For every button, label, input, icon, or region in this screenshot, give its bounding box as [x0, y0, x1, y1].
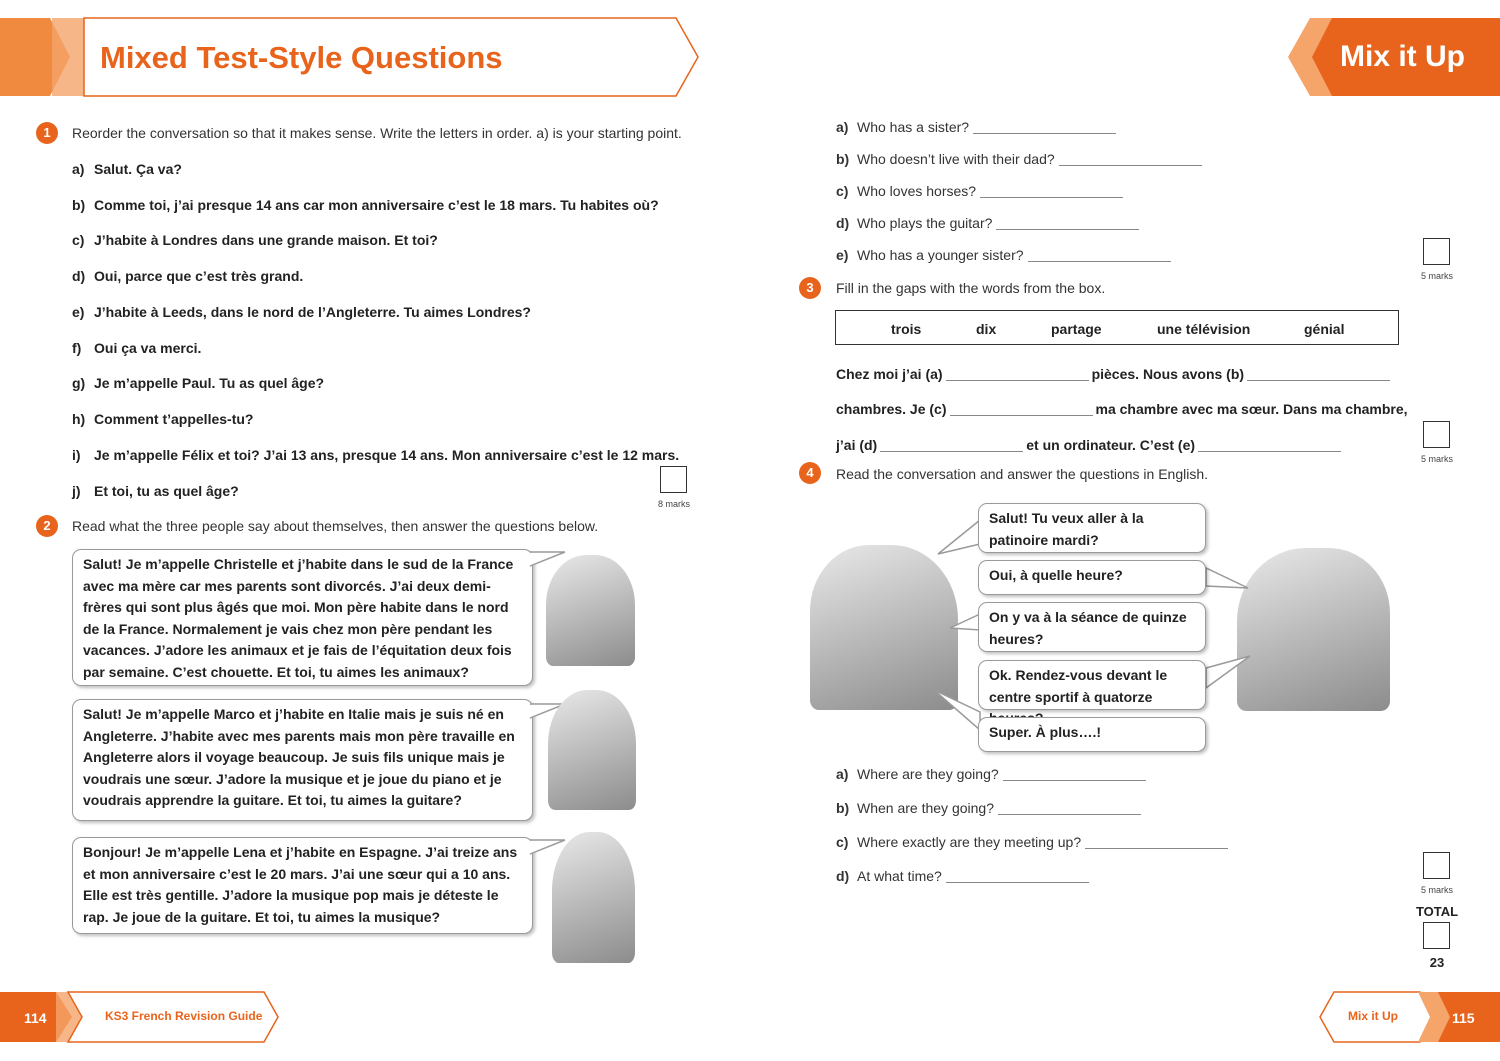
section-title: Mix it Up: [1340, 40, 1465, 73]
word-box: [835, 310, 1399, 345]
q1-option-d: d) Oui, parce que c’est très grand.: [72, 268, 304, 284]
question-number-1: 1: [36, 122, 58, 144]
conversation-bubble-1: Salut! Tu veux aller à la patinoire mardi?: [978, 503, 1206, 553]
q1-marks-box[interactable]: [660, 466, 687, 493]
q2-marks-label: 5 marks: [1420, 271, 1453, 281]
gap-a-line[interactable]: [946, 379, 1089, 381]
q4-question-a: a) Where are they going?: [836, 766, 1146, 782]
footer-book-title: KS3 French Revision Guide: [105, 1009, 263, 1023]
answer-line[interactable]: [1028, 260, 1171, 262]
answer-line[interactable]: [946, 881, 1089, 883]
q2-question-a: a) Who has a sister?: [836, 119, 1116, 135]
conversation-bubble-5: Super. À plus….!: [978, 717, 1206, 752]
q1-option-c: c) J’habite à Londres dans une grande maison. Et toi?: [72, 232, 438, 248]
q4-marks-box[interactable]: [1423, 852, 1450, 879]
answer-line[interactable]: [996, 228, 1139, 230]
speech-bubble-christelle: Salut! Je m’appelle Christelle et j’habite dans le sud de la France avec ma mère car mes parents sont divorcés. J’ai deux demi-frères qui sont plus âgés que moi. Mon père habite dans le nord de la France. Normalement je vais chez mon père pendant les vacances. J’adore les animaux et je fais de l’équitation deux fois par semaine. C’est chouette. Et toi, tu aimes les animaux?: [72, 549, 533, 686]
word-box-item: une télévision: [1157, 321, 1251, 337]
page-number-right: 115: [1452, 1010, 1475, 1026]
question-number-3: 3: [799, 277, 821, 299]
answer-line[interactable]: [973, 132, 1116, 134]
question-number-2: 2: [36, 515, 58, 537]
q2-instruction: Read what the three people say about themselves, then answer the questions below.: [72, 518, 599, 534]
gap-e-line[interactable]: [1198, 450, 1341, 452]
answer-line[interactable]: [1059, 164, 1202, 166]
q1-option-e: e) J’habite à Leeds, dans le nord de l’Angleterre. Tu aimes Londres?: [72, 304, 531, 320]
page-number-left: 114: [24, 1010, 47, 1026]
answer-line[interactable]: [980, 196, 1123, 198]
q1-instruction: Reorder the conversation so that it makes sense. Write the letters in order. a) is your starting point.: [72, 125, 682, 141]
answer-line[interactable]: [1085, 847, 1228, 849]
q2-question-b: b) Who doesn’t live with their dad?: [836, 151, 1202, 167]
q1-option-a: a) Salut. Ça va?: [72, 161, 182, 177]
q1-option-b: b) Comme toi, j’ai presque 14 ans car mon anniversaire c’est le 18 mars. Tu habites où?: [72, 197, 659, 213]
page-title: Mixed Test-Style Questions: [100, 40, 503, 75]
word-box-item: trois: [891, 321, 922, 337]
photo-marco: [548, 690, 636, 810]
total-value: 23: [1429, 955, 1445, 970]
conversation-bubble-4: Ok. Rendez-vous devant le centre sportif à quatorze: [978, 660, 1206, 710]
q3-gap-line-1: Chez moi j’ai (a) pièces. Nous avons (b): [836, 366, 1393, 382]
q4-question-d: d) At what time?: [836, 868, 1089, 884]
q4-marks-label: 5 marks: [1420, 885, 1453, 895]
q4-instruction: Read the conversation and answer the questions in English.: [836, 466, 1209, 482]
conversation-bubble-3: On y va à la séance de quinze heures?: [978, 602, 1206, 652]
total-marks-box[interactable]: [1423, 922, 1450, 949]
q1-option-i: i) Je m’appelle Félix et toi? J’ai 13 ans, presque 14 ans. Mon anniversaire c’est le 12 mars.: [72, 447, 680, 463]
q3-marks-label: 5 marks: [1420, 454, 1453, 464]
gap-d-line[interactable]: [880, 450, 1023, 452]
q1-option-g: g) Je m’appelle Paul. Tu as quel âge?: [72, 375, 325, 391]
q3-marks-box[interactable]: [1423, 421, 1450, 448]
q2-marks-box[interactable]: [1423, 238, 1450, 265]
q2-question-e: e) Who has a younger sister?: [836, 247, 1171, 263]
speech-bubble-lena: Bonjour! Je m’appelle Lena et j’habite en Espagne. J’ai treize ans et mon anniversaire c’est le 20 mars. J’ai une sœur qui a 10 ans. Elle est très gentille. J’adore la musique pop mais je déteste le rap. Je joue de la guitare. Et toi, tu aimes la musique?: [72, 837, 533, 934]
answer-line[interactable]: [998, 813, 1141, 815]
word-box-item: partage: [1051, 321, 1102, 337]
gap-b-line[interactable]: [1247, 379, 1390, 381]
answer-line[interactable]: [1003, 779, 1146, 781]
word-box-item: dix: [976, 321, 997, 337]
question-number-4: 4: [799, 462, 821, 484]
speech-bubble-marco: Salut! Je m’appelle Marco et j’habite en Italie mais je suis né en Angleterre. J’habite avec mes parents mais mon père travaille en Angleterre alors il voyage beaucoup. Je suis fils unique mais je voudrais une sœur. J’adore la musique et je joue du piano et je voudrais apprendre la guitare. Et toi, tu aimes la guitare?: [72, 699, 533, 821]
q4-question-b: b) When are they going?: [836, 800, 1141, 816]
q3-gap-line-2: chambres. Je (c) ma chambre avec ma sœur. Dans ma chambre,: [836, 401, 1408, 417]
q1-option-j: j) Et toi, tu as quel âge?: [72, 483, 239, 499]
q1-option-f: f) Oui ça va merci.: [72, 340, 202, 356]
conversation-bubble-2: Oui, à quelle heure?: [978, 560, 1206, 595]
q1-option-h: h) Comment t’appelles-tu?: [72, 411, 254, 427]
q1-marks-label: 8 marks: [657, 499, 690, 509]
footer-section-title: Mix it Up: [1348, 1009, 1398, 1023]
q2-question-d: d) Who plays the guitar?: [836, 215, 1139, 231]
word-box-item: génial: [1304, 321, 1345, 337]
gap-c-line[interactable]: [950, 414, 1093, 416]
total-label: TOTAL: [1415, 904, 1459, 919]
q3-gap-line-3: j’ai (d) et un ordinateur. C’est (e): [836, 437, 1344, 453]
q2-question-c: c) Who loves horses?: [836, 183, 1123, 199]
q4-question-c: c) Where exactly are they meeting up?: [836, 834, 1228, 850]
q3-instruction: Fill in the gaps with the words from the box.: [836, 280, 1106, 296]
photo-christelle: [546, 555, 635, 666]
photo-lena: [552, 832, 635, 963]
